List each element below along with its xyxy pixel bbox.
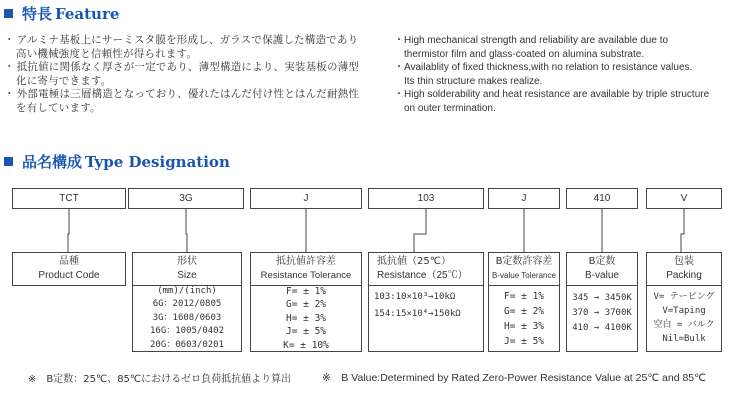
code-box-product: TCT xyxy=(12,188,126,209)
feature-title-en: Feature xyxy=(55,4,120,23)
feature-jp-item: ・ アルミナ基板上にサーミスタ膜を形成し、ガラスで保護した構造であり 高い機械強度と信頼性が得られます。 xyxy=(4,34,359,60)
code-box-size: 3G xyxy=(128,188,244,209)
designation-heading xyxy=(4,151,230,172)
label-box-packing: 包装 Packing xyxy=(646,252,722,286)
values-packing: V= テーピング V=Taping 空白 = バルク Nil=Bulk xyxy=(646,286,722,352)
values-bvalue: 345 → 3450K 370 → 3700K 410 → 4100K xyxy=(566,286,638,352)
connector-lines xyxy=(0,209,738,252)
note-en: ※ B Value:Determined by Rated Zero-Power Resistance Value at 25℃ and 85℃ xyxy=(322,372,706,384)
heading-square-icon xyxy=(4,9,13,18)
values-tolerance: F= ± 1% G= ± 2% H= ± 3% J= ± 5% K= ± 10% xyxy=(250,286,362,352)
designation-title-en: Type Designation xyxy=(85,152,230,171)
feature-en-item: ・Availablity of fixed thickness,with no relation to resistance values. Its thin structure makes realize. xyxy=(394,62,693,87)
code-box-tolerance: J xyxy=(250,188,362,209)
code-box-bvalue-tolerance: J xyxy=(488,188,560,209)
label-box-tolerance: 抵抗値許容差 Resistance Tolerance xyxy=(250,252,362,286)
code-box-packing: V xyxy=(646,188,722,209)
feature-list-en xyxy=(394,34,734,115)
connector-product xyxy=(68,209,69,252)
note-jp: ※ B定数：25℃、85℃におけるゼロ負荷抵抗値より算出 xyxy=(28,374,292,385)
feature-en-item: ・High solderability and heat resistance are available by triple structure on outer termination. xyxy=(394,89,710,114)
code-box-resistance: 103 xyxy=(368,188,484,209)
values-resistance: 103:10×10³→10kΩ 154:15×10⁴→150kΩ xyxy=(368,286,484,352)
code-box-bvalue: 410 xyxy=(566,188,638,209)
feature-title-jp: 特長 xyxy=(22,5,53,23)
feature-heading xyxy=(4,3,119,24)
label-box-bvalue: B定数 B-value xyxy=(566,252,638,286)
feature-en-item: ・High mechanical strength and reliability are available due to thermistor film and glass-coated on alumina substrate. xyxy=(394,35,669,60)
designation-title-jp: 品名構成 xyxy=(22,153,83,171)
feature-jp-item: ・ 外部電極は三層構造となっており、優れたはんだ付け性とはんだ耐熱性 を有しています。 xyxy=(4,88,360,114)
feature-list-jp xyxy=(4,34,394,115)
connector-resistance xyxy=(414,209,426,252)
connector-packing xyxy=(681,209,684,252)
connector-size xyxy=(186,209,187,252)
values-bvalue-tolerance: F= ± 1% G= ± 2% H= ± 3% J= ± 5% xyxy=(488,286,560,352)
label-box-product: 品種 Product Code xyxy=(12,252,126,286)
label-box-size: 形状 Size xyxy=(132,252,242,286)
label-box-bvalue-tolerance: B定数許容差 B-value Tolerance xyxy=(488,252,560,286)
values-size: (mm)/(inch) 6G：2012/0805 3G：1608/0603 16G：1005/0402 20G：0603/0201 xyxy=(132,286,242,352)
label-box-resistance: 抵抗値（25℃） Resistance（25℃） xyxy=(368,252,484,286)
feature-jp-item: ・ 抵抗値に関係なく厚さが一定であり、薄型構造により、実装基板の薄型 化に寄与できます。 xyxy=(4,61,360,87)
heading-square-icon xyxy=(4,157,13,166)
